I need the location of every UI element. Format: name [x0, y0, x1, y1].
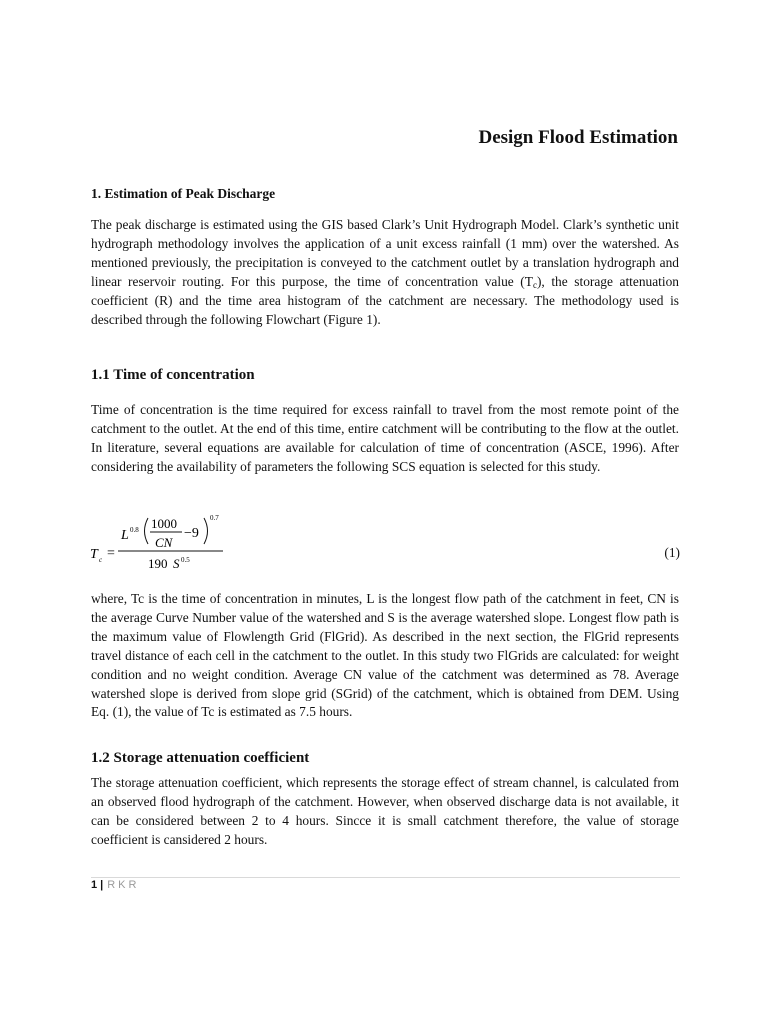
footer-separator: | — [100, 879, 104, 891]
footer-divider — [91, 877, 680, 878]
eq-lhs-sub: c — [99, 556, 103, 564]
eq-den: 190 — [148, 556, 168, 571]
eq-left-paren — [145, 518, 149, 544]
paragraph-equation-description: where, Tc is the time of concentration in minutes, L is the longest flow path of the catchment in feet, CN is the average Curve Number value of the watershed and S is the average watershed slope. Longest flow path is the maximum value of Flowlength Grid (FlGrid). As described in the next section, the FlGrid represents travel distance of each cell in the catchment to the outlet. In this study two FlGrids are calculated: for weight condition and no weight condition. Average CN value of the catchment was determined as 78. Average watershed slope is derived from slope grid (SGrid) of the catchment, which is obtained from DEM. Using Eq. (1), the value of Tc is estimated as 7.5 hours. — [91, 591, 679, 720]
eq-num-l-exp: 0.8 — [130, 526, 139, 534]
document-title: Design Flood Estimation — [478, 127, 678, 148]
section-heading-peak-discharge: 1. Estimation of Peak Discharge — [91, 186, 276, 201]
paragraph-time-of-concentration: Time of concentration is the time required for excess rainfall to travel from the most remote point of the catchment to the outlet. At the end of this time, entire catchment will be contributing to the flow at the outlet. In literature, several equations are available for calculation of time of concentration (ASCE, 1996). After considering the availability of parameters the following SCS equation is selected for this study. — [91, 402, 679, 474]
eq-den-s: S — [173, 556, 180, 571]
eq-frac-bottom: CN — [155, 535, 173, 550]
section-heading-time-of-concentration: 1.1 Time of concentration — [91, 367, 255, 383]
page-number: 1 — [91, 879, 98, 891]
equation-number: (1) — [664, 545, 680, 560]
eq-minus-nine: −9 — [184, 526, 199, 541]
eq-num-l: L — [121, 528, 129, 543]
eq-den-s-exp: 0.5 — [181, 556, 190, 564]
paragraph-storage-attenuation: The storage attenuation coefficient, which represents the storage effect of stream channel, is calculated from an observed flood hydrograph of the catchment. However, when observed discharge data is not available, it can be considered between 2 to 4 hours. Sincce it is small catchment therefore, the value of storage coefficient is cansidered 2 hours. — [91, 775, 679, 847]
eq-lhs-t: T — [90, 547, 98, 562]
footer-author: RKR — [107, 879, 140, 891]
section-heading-storage-attenuation: 1.2 Storage attenuation coefficient — [91, 750, 310, 766]
paragraph-peak-discharge: The peak discharge is estimated using the GIS based Clark’s Unit Hydrograph Model. Clark’s synthetic unit hydrograph methodology involves the application of a unit excess rainfall (1 mm) over the watershed. As mentioned previously, the precipitation is conveyed to the catchment outlet by a translation hydrograph and linear reservoir routing. For this purpose, the time of concentration value $(T_c)$, the storage attenuation coefficient (R) and the time area histogram of the catchment are necessary. The methodology used is described through the following Flowchart (Figure 1). — [91, 217, 680, 327]
scs-equation — [90, 510, 680, 580]
eq-frac-top: 1000 — [151, 516, 177, 531]
eq-outer-exp: 0.7 — [210, 514, 219, 522]
page-footer — [91, 879, 139, 891]
eq-equals: = — [107, 546, 115, 561]
eq-right-paren — [204, 518, 208, 544]
